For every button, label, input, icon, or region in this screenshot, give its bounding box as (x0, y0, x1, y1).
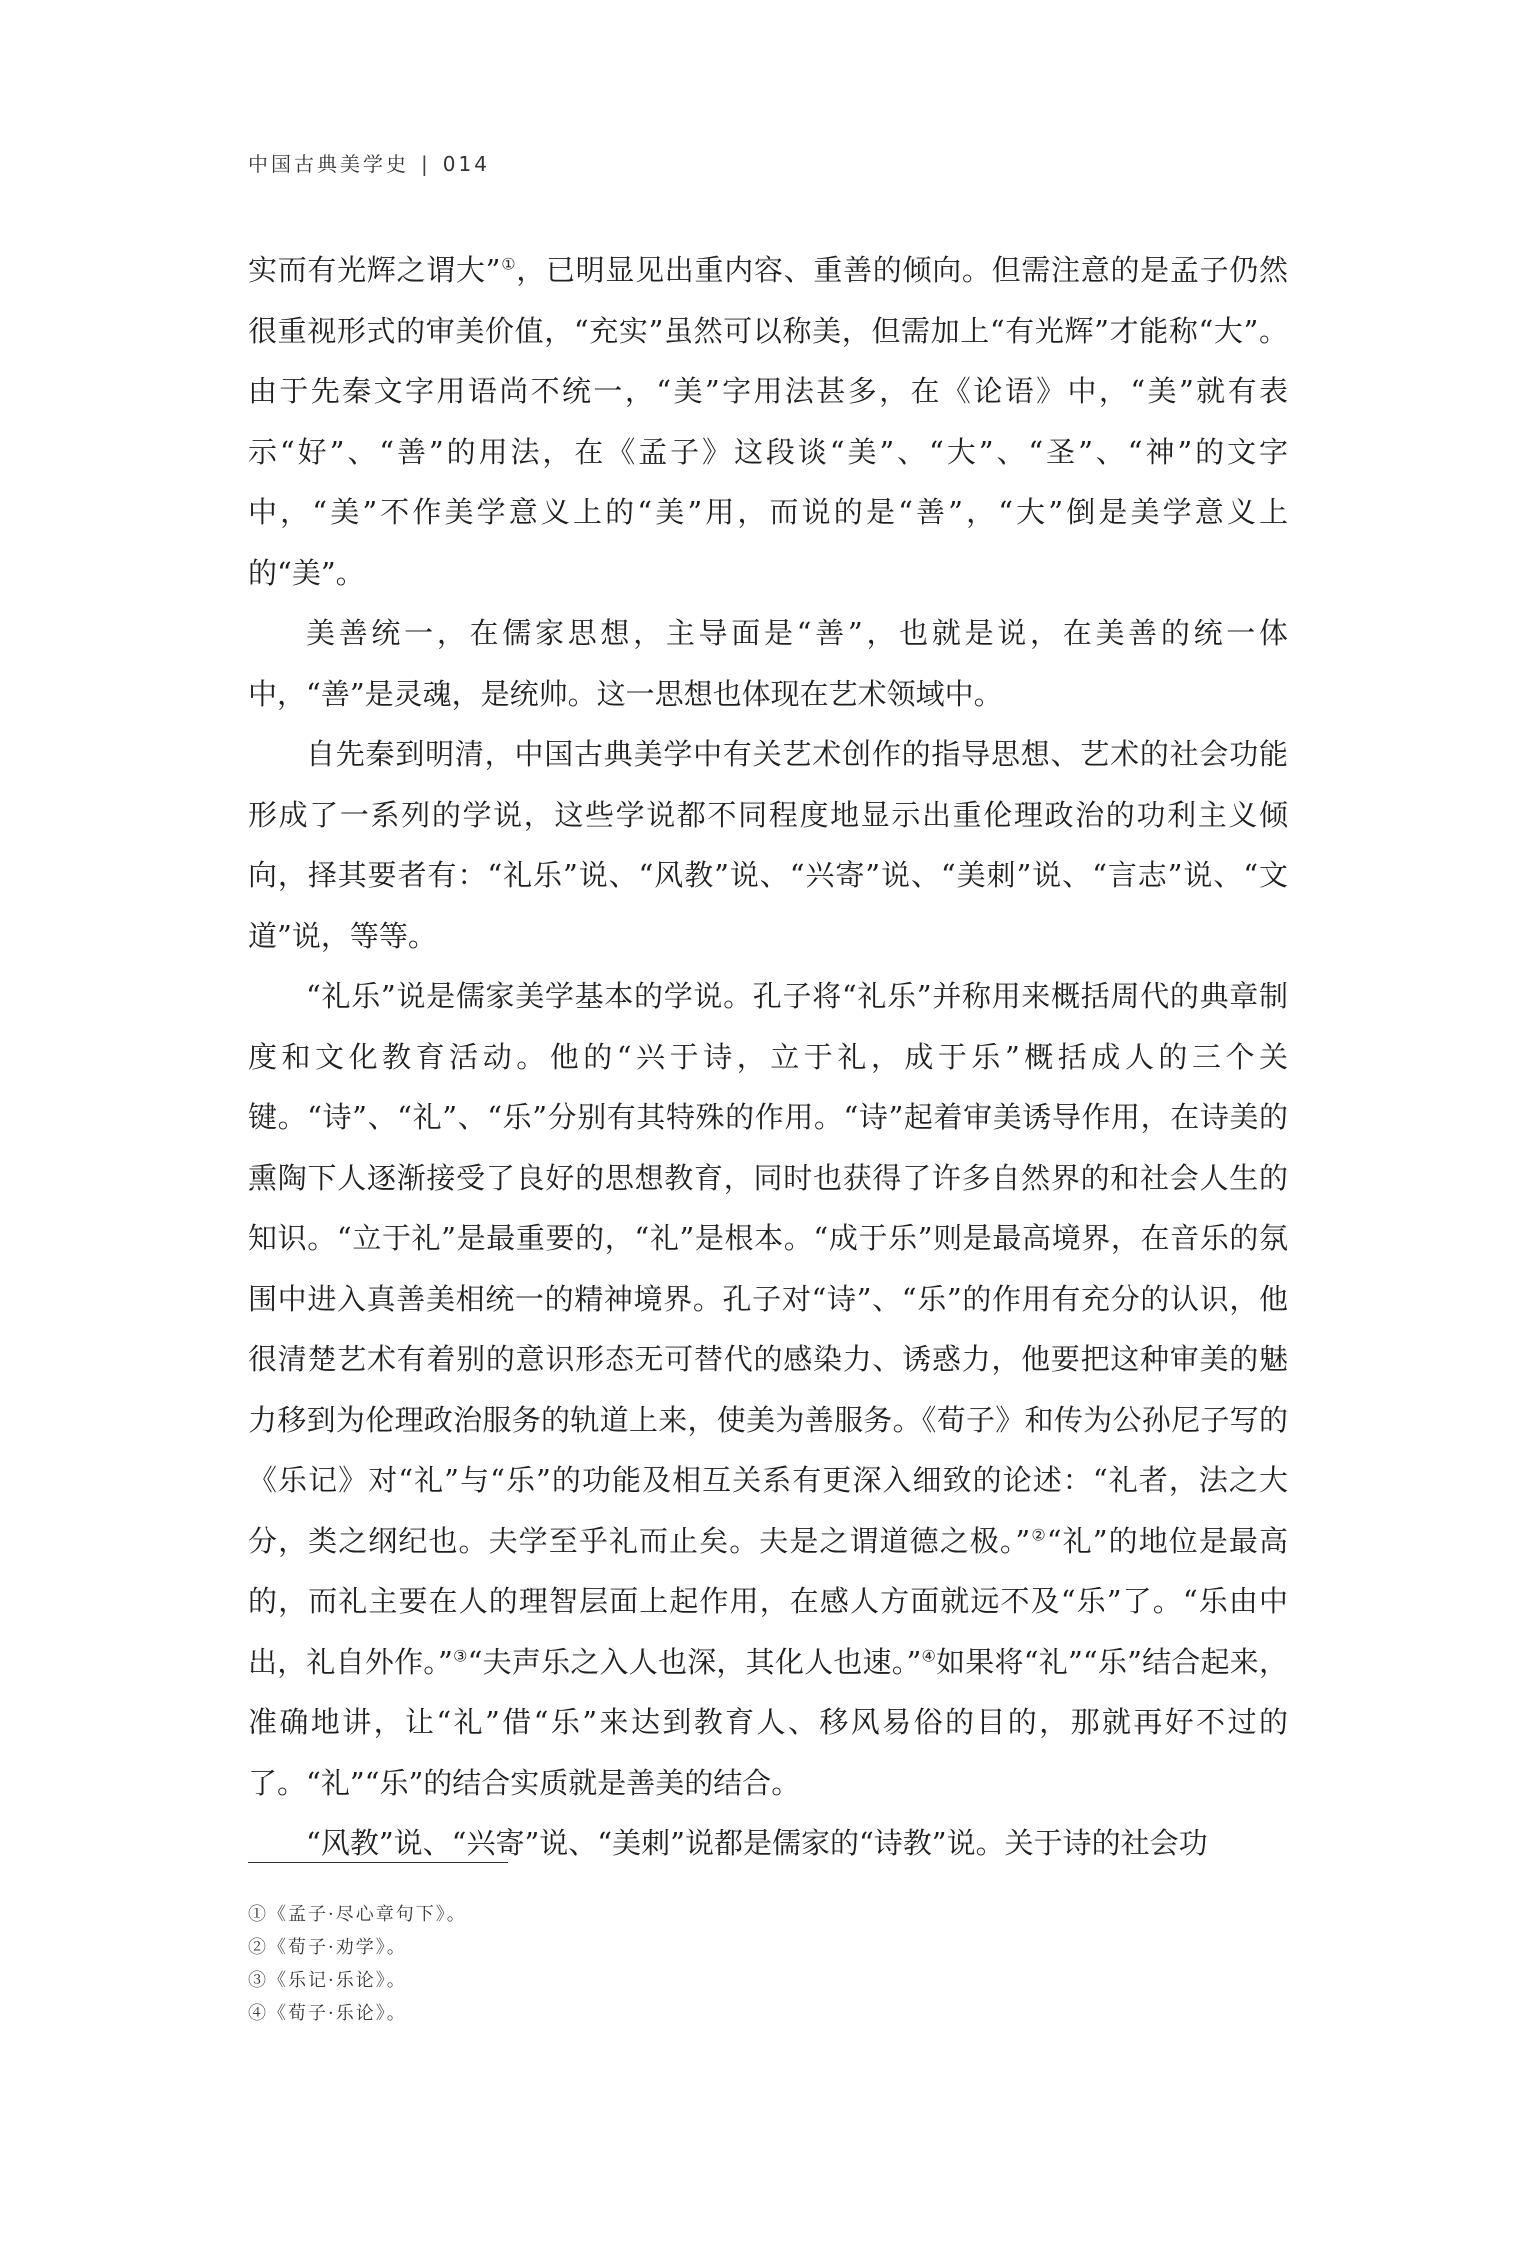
text-segment: 自先秦到明清，中国古典美学中有关艺术创作的指导思想、艺术的社会功能形成了一系列的学说，这些学说都不同程度地显示出重伦理政治的功利主义倾向，择其要者有：“礼乐”说、“风教”说、“兴寄”说、“美刺”说、“言志”说、“文道”说，等等。 (248, 737, 1288, 953)
text-segment: “夫声乐之入人也深，其化人也速。” (467, 1644, 922, 1679)
page-number: 014 (442, 152, 490, 176)
body-text (248, 240, 1288, 1874)
footnote-divider (248, 1862, 508, 1863)
footnote-ref-4: ④ (921, 1645, 937, 1665)
paragraph-4 (248, 966, 1288, 1813)
footnote-2: ②《荀子·劝学》。 (248, 1937, 407, 1958)
header-separator: | (421, 152, 431, 176)
footnote-1: ①《孟子·尽心章句下》。 (248, 1904, 467, 1925)
text-segment: “礼乐”说是儒家美学基本的学说。孔子将“礼乐”并称用来概括周代的典章制度和文化教育活动。他的“兴于诗，立于礼，成于乐”概括成人的三个关键。“诗”、“礼”、“乐”分别有其特殊的作用。“诗”起着审美诱导作用，在诗美的熏陶下人逐渐接受了良好的思想教育，同时也获得了许多自然界的和社会人生的知识。“立于礼”是最重要的，“礼”是根本。“成于乐”则是最高境界，在音乐的氛围中进入真善美相统一的精神境界。孔子对“诗”、“乐”的作用有充分的认识，他很清楚艺术有着别的意识形态无可替代的感染力、诱惑力，他要把这种审美的魅力移到为伦理政治服务的轨道上来，使美为善服务。《荀子》和传为公孙尼子写的《乐记》对“礼”与“乐”的功能及相互关系有更深入细致的论述：“礼者，法之大分，类之纲纪也。夫学至乎礼而止矣。夫是之谓道德之极。” (248, 979, 1288, 1558)
paragraph-1 (248, 240, 1288, 603)
footnote-ref-1: ① (500, 254, 517, 274)
text-segment: ，已明显见出重内容、重善的倾向。但需注意的是孟子仍然很重视形式的审美价值，“充实”虽然可以称美，但需加上“有光辉”才能称“大”。由于先秦文字用语尚不统一，“美”字用法甚多，在《论语》中，“美”就有表示“好”、“善”的用法，在《孟子》这段谈“美”、“大”、“圣”、“神”的文字中，“美”不作美学意义上的“美”用，而说的是“善”，“大”倒是美学意义上的“美”。 (248, 253, 1288, 590)
book-title: 中国古典美学史 (248, 152, 409, 176)
footnotes (248, 1898, 467, 2030)
text-segment: 实而有光辉之谓大” (248, 253, 501, 287)
text-segment: 美善统一，在儒家思想，主导面是“善”，也就是说，在美善的统一体中，“善”是灵魂，是统帅。这一思想也体现在艺术领域中。 (248, 616, 1288, 711)
running-head (248, 148, 490, 177)
text-segment: “礼”的地位是最高的，而礼主要在人的理智层面上起作用，在感人方面就远不及“乐”了。“乐由中出，礼自外作。” (248, 1523, 1289, 1679)
footnote-ref-3: ③ (452, 1645, 468, 1665)
paragraph-3 (248, 724, 1288, 966)
paragraph-2 (248, 603, 1288, 724)
footnote-3: ③《乐记·乐论》。 (248, 1970, 407, 1991)
footnote-ref-2: ② (1030, 1524, 1047, 1544)
paragraph-5 (248, 1813, 1288, 1874)
text-segment: “风教”说、“兴寄”说、“美刺”说都是儒家的“诗教”说。关于诗的社会功 (306, 1826, 1208, 1860)
text-segment: 如果将“礼”“乐”结合起来，准确地讲，让“礼”借“乐”来达到教育人、移风易俗的目的，那就再好不过的了。“礼”“乐”的结合实质就是善美的结合。 (248, 1644, 1289, 1800)
footnote-4: ④《荀子·乐论》。 (248, 2003, 407, 2024)
